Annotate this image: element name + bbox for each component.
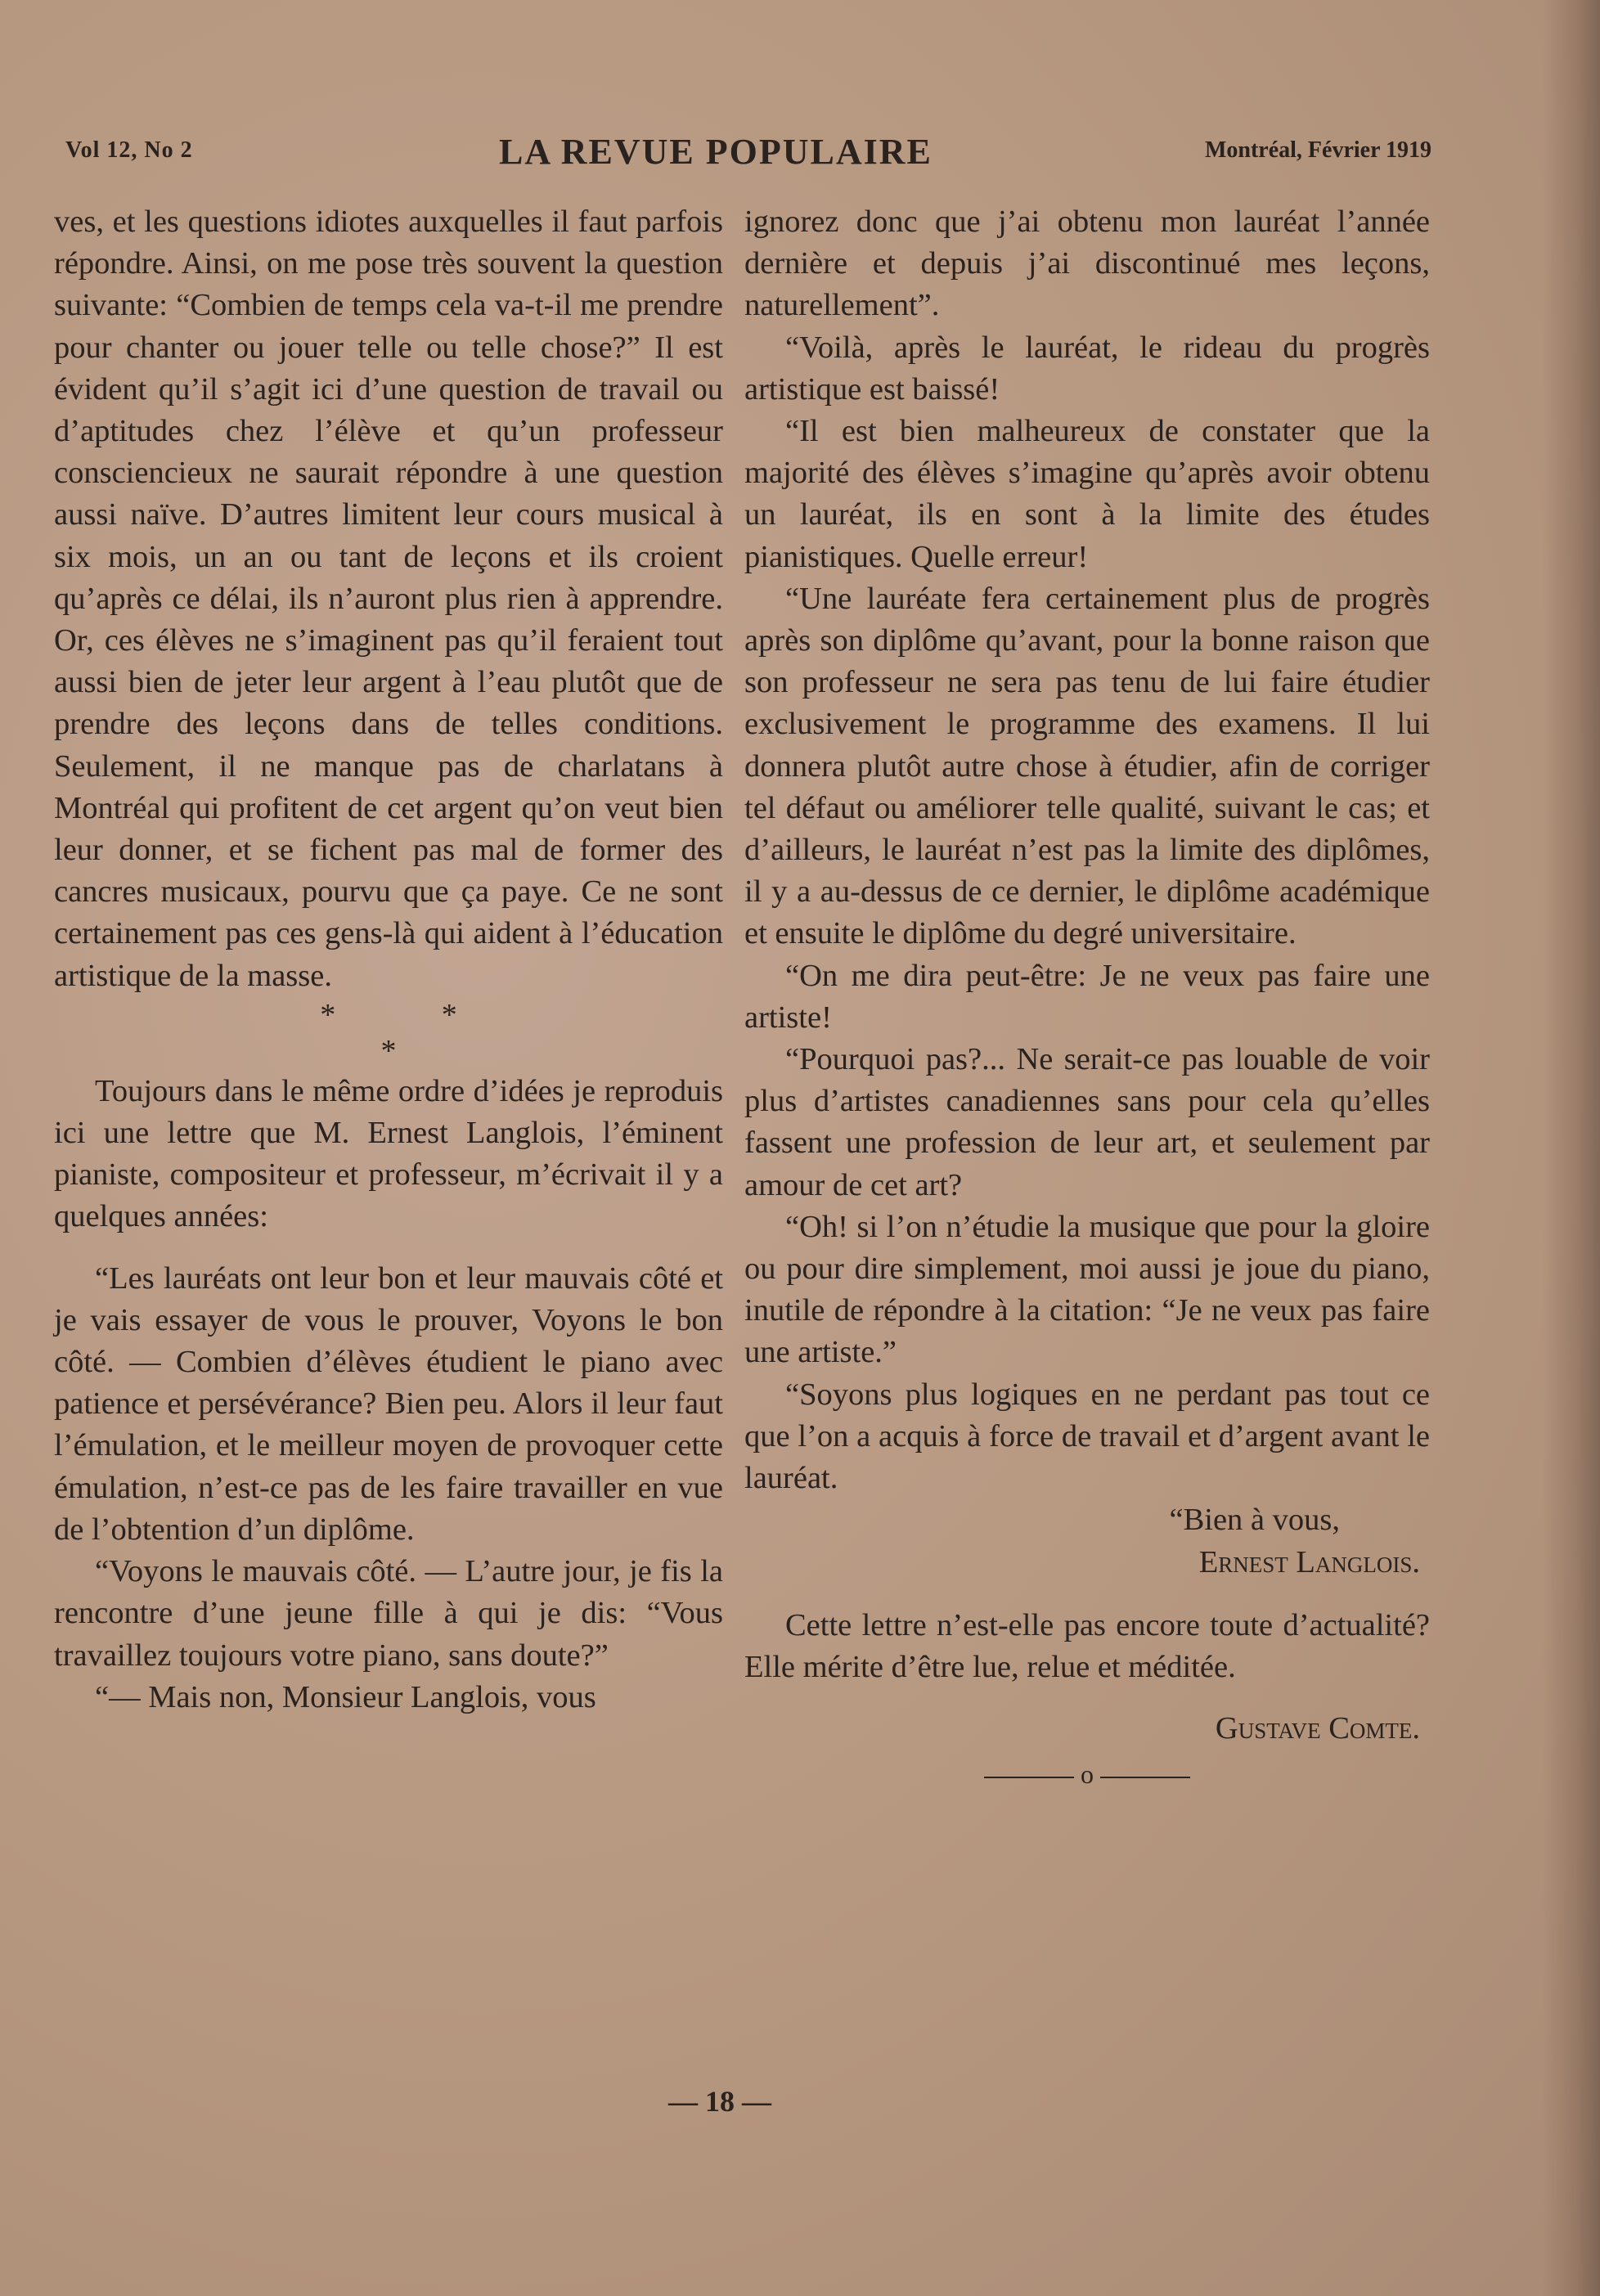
running-header [65, 131, 1431, 180]
paragraph: “Soyons plus logiques en ne perdant pas tout ce que l’on a acquis à force de travail et d’argent avant le lauréat. [744, 1377, 1430, 1496]
paragraph: ignorez donc que j’ai obtenu mon lauréat l’année dernière et depuis j’ai discontinué mes leçons, naturellement”. [744, 204, 1430, 323]
paragraph: “Oh! si l’on n’étudie la musique que pour la gloire ou pour dire simplement, moi aussi je joue du piano, inutile de répondre à la citation: “Je ne veux pas faire une artiste.” [744, 1209, 1430, 1370]
right-column [744, 201, 1430, 1791]
volume-number: Vol 12, No 2 [65, 137, 193, 163]
rule-line [984, 1777, 1074, 1778]
rule-line [1100, 1777, 1190, 1778]
publication-title: LA REVUE POPULAIRE [499, 132, 933, 172]
author-signature: Gustave Comte. [1215, 1711, 1420, 1746]
section-divider-stars [54, 997, 723, 1071]
paragraph: “Pourquoi pas?... Ne serait-ce pas louable de voir plus d’artistes canadiennes sans pour cela qu’elles fassent une profession de leur art, et seulement par amour de cet art? [744, 1042, 1430, 1202]
page-number: — 18 — [668, 2085, 771, 2118]
paragraph: “— Mais non, Monsieur Langlois, vous [95, 1679, 596, 1714]
paragraph: Toujours dans le même ordre d’idées je reproduis ici une lettre que M. Ernest Langlois, l’éminent pianiste, compositeur et professeur, m’écrivait il y a quelques années: [54, 1073, 723, 1234]
stars-row: * * [320, 997, 506, 1032]
page-edge-shadow [1543, 0, 1600, 2296]
rule-mark: o [1081, 1759, 1094, 1790]
paragraph: “On me dira peut-être: Je ne veux pas faire une artiste! [744, 958, 1430, 1035]
left-column [54, 201, 723, 1719]
paragraph: “Voyons le mauvais côté. — L’autre jour, je fis la rencontre d’une jeune fille à qui je dis: “Vous travaillez toujours votre piano, sans doute?” [54, 1554, 723, 1673]
end-rule [744, 1758, 1430, 1791]
paragraph: “Les lauréats ont leur bon et leur mauvais côté et je vais essayer de vous le prouver, Voyons le bon côté. — Combien d’élèves étudient le piano avec patience et persévérance? Bien peu. Alors il leur faut l’émulation, et le meilleur moyen de provoquer cette émulation, n’est-ce pas de les faire travailler en vue de l’obtention d’un diplôme. [54, 1260, 723, 1547]
paragraph: ves, et les questions idiotes auxquelles il faut parfois répondre. Ainsi, on me pose très souvent la question suivante: “Combien de temps cela va-t-il me prendre pour chanter ou jouer telle ou telle chose?” Il est évident qu’il s’agit ici d’une question de travail ou d’aptitudes chez l’élève et qu’un professeur consciencieux ne saurait répondre à une question aussi naïve. D’autres limitent leur cours musical à six mois, un an ou tant de leçons et ils croient qu’après ce délai, ils n’auront plus rien à apprendre. Or, ces élèves ne s’imaginent pas qu’il feraient tout aussi bien de jeter leur argent à l’eau plutôt que de prendre des leçons dans de telles conditions. Seulement, il ne manque pas de charlatans à Montréal qui profitent de cet argent qu’on veut bien leur donner, et se fichent pas mal de former des cancres musicaux, pourvu que ça paye. Ce ne sont certainement pas ces gens-là qui aident à l’éducation artistique de la masse. [54, 204, 723, 993]
paragraph: “Il est bien malheureux de constater que la majorité des élèves s’imagine qu’après avoir obtenu un lauréat, ils en sont à la limite des études pianistiques. Quelle erreur! [744, 414, 1430, 574]
paragraph: Cette lettre n’est-elle pas encore toute d’actualité? Elle mérite d’être lue, relue et méditée. [744, 1607, 1430, 1684]
stars-row: * [380, 1033, 397, 1068]
paragraph: “Voilà, après le lauréat, le rideau du progrès artistique est baissé! [744, 330, 1430, 407]
letter-signature: Ernest Langlois. [1198, 1544, 1420, 1579]
paragraph: “Une lauréate fera certainement plus de progrès après son diplôme qu’avant, pour la bonne raison que son professeur ne sera pas tenu de lui faire étudier exclusivement le programme des examens. Il lui donnera plutôt autre chose à étudier, afin de corriger tel défaut ou améliorer telle qualité, suivant le cas; et d’ailleurs, le lauréat n’est pas la limite des diplômes, il y a au-dessus de ce dernier, le diplôme académique et ensuite le diplôme du degré universitaire. [744, 581, 1430, 951]
letter-closing: “Bien à vous, [1169, 1503, 1340, 1538]
issue-date: Montréal, Février 1919 [1204, 137, 1431, 163]
